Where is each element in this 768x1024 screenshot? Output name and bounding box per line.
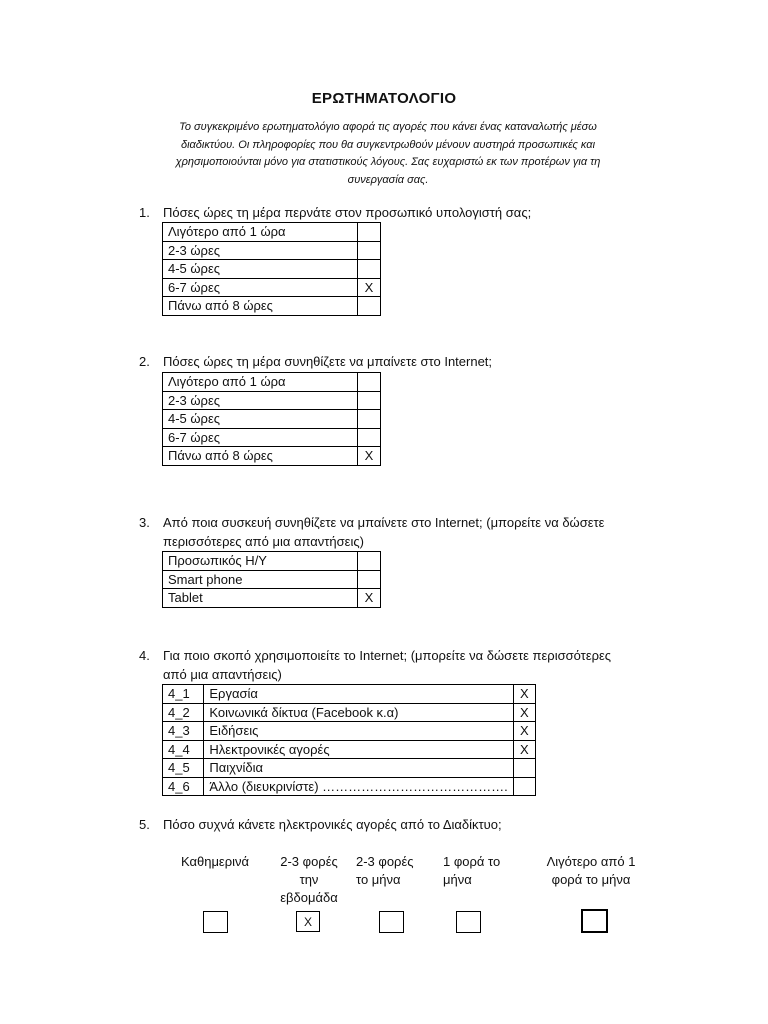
question-5 <box>139 815 619 834</box>
option-checkbox[interactable] <box>358 223 381 242</box>
option-checkbox[interactable]: X <box>358 447 381 466</box>
question-text: Πόσο συχνά κάνετε ηλεκτρονικές αγορές από το Διαδίκτυο; <box>163 817 502 832</box>
label-line: μήνα <box>443 872 472 887</box>
option-checkbox[interactable]: X <box>358 278 381 297</box>
option-label: Εργασία <box>204 685 513 704</box>
option-code: 4_6 <box>163 777 204 796</box>
option-checkbox[interactable]: X <box>513 740 535 759</box>
option-row <box>163 589 381 608</box>
label-line: εβδομάδα <box>280 890 338 905</box>
question-number: 4. <box>139 648 150 663</box>
q2-options-table <box>162 372 381 466</box>
option-label: Ειδήσεις <box>204 722 513 741</box>
option-label: 4-5 ώρες <box>163 260 358 279</box>
option-row <box>163 552 381 571</box>
question-3 <box>139 513 619 551</box>
option-label: 4-5 ώρες <box>163 410 358 429</box>
option-code: 4_5 <box>163 759 204 778</box>
option-row <box>163 278 381 297</box>
question-number: 2. <box>139 354 150 369</box>
page-title: ΕΡΩΤΗΜΑΤΟΛΟΓΙΟ <box>311 90 457 107</box>
option-row <box>163 260 381 279</box>
label-line: 2-3 φορές <box>356 854 414 869</box>
option-row <box>163 740 536 759</box>
option-label: Κοινωνικά δίκτυα (Facebook κ.α) <box>204 703 513 722</box>
option-label: Tablet <box>163 589 358 608</box>
option-label: Παιχνίδια <box>204 759 513 778</box>
option-checkbox[interactable]: X <box>358 589 381 608</box>
label-line: Καθημερινά <box>180 854 250 869</box>
option-label: 6-7 ώρες <box>163 428 358 447</box>
question-number: 3. <box>139 515 150 530</box>
option-checkbox[interactable] <box>358 428 381 447</box>
option-row <box>163 297 381 316</box>
label-line: 2-3 φορές <box>280 854 338 869</box>
option-row <box>163 223 381 242</box>
label-line: φορά το μήνα <box>551 872 631 887</box>
option-label: Ηλεκτρονικές αγορές <box>204 740 513 759</box>
option-row <box>163 703 536 722</box>
option-row <box>163 777 536 796</box>
question-4 <box>139 646 619 684</box>
option-label: 2-3 ώρες <box>163 241 358 260</box>
option-row <box>163 241 381 260</box>
option-label: 6-7 ώρες <box>163 278 358 297</box>
question-text: Από ποια συσκευή συνηθίζετε να μπαίνετε στο Internet; (μπορείτε να δώσετε περισσότερες από μια απαντήσεις) <box>163 515 605 549</box>
label-line: 1 φορά το <box>443 854 501 869</box>
option-checkbox[interactable] <box>358 410 381 429</box>
question-1 <box>139 203 619 222</box>
option-checkbox[interactable] <box>513 759 535 778</box>
option-row <box>163 391 381 410</box>
option-checkbox[interactable] <box>358 391 381 410</box>
choice-checkbox-daily[interactable] <box>203 911 228 933</box>
option-label: Άλλο (διευκρινίστε) ……………………………………. <box>204 777 513 796</box>
q1-options-table <box>162 222 381 316</box>
option-label: Πάνω από 8 ώρες <box>163 297 358 316</box>
option-checkbox[interactable] <box>358 241 381 260</box>
q4-options-table <box>162 684 536 796</box>
option-checkbox[interactable] <box>358 373 381 392</box>
label-line: Λιγότερο από 1 <box>546 854 636 869</box>
option-row <box>163 759 536 778</box>
question-number: 5. <box>139 817 150 832</box>
choice-label-monthly-2-3 <box>356 853 432 889</box>
choice-label-weekly <box>262 853 356 907</box>
choice-checkbox-weekly[interactable]: X <box>296 911 320 932</box>
question-text: Για ποιο σκοπό χρησιμοποιείτε το Internet; (μπορείτε να δώσετε περισσότερες από μια απαντήσεις) <box>163 648 612 682</box>
option-label: Smart phone <box>163 570 358 589</box>
option-code: 4_1 <box>163 685 204 704</box>
option-code: 4_2 <box>163 703 204 722</box>
choice-label-monthly-1 <box>443 853 519 889</box>
choice-checkbox-less-than-monthly[interactable] <box>581 909 608 933</box>
intro-paragraph: Το συγκεκριμένο ερωτηματολόγιο αφορά τις αγορές που κάνει ένας καταναλωτής μέσω διαδικτύου. Οι πληροφορίες που θα συγκεντρωθούν μένουν αυστηρά προσωπικές και χρησιμοποιούνται μόνο για στατιστικούς λόγους. Σας ευχαριστώ εκ των προτέρων για τη συνεργασία σας. <box>175 121 601 186</box>
choice-label-less-than-monthly <box>530 853 652 889</box>
option-checkbox[interactable]: X <box>513 685 535 704</box>
option-row <box>163 447 381 466</box>
option-code: 4_4 <box>163 740 204 759</box>
option-row <box>163 373 381 392</box>
question-2 <box>139 352 619 371</box>
question-text: Πόσες ώρες τη μέρα συνηθίζετε να μπαίνετε στο Internet; <box>163 354 493 369</box>
choice-label-daily <box>160 853 270 871</box>
option-checkbox[interactable] <box>358 570 381 589</box>
option-label: Πάνω από 8 ώρες <box>163 447 358 466</box>
option-checkbox[interactable] <box>358 297 381 316</box>
option-row <box>163 685 536 704</box>
option-checkbox[interactable] <box>358 260 381 279</box>
option-row <box>163 428 381 447</box>
option-label: Λιγότερο από 1 ώρα <box>163 223 358 242</box>
question-text: Πόσες ώρες τη μέρα περνάτε στον προσωπικό υπολογιστή σας; <box>163 205 532 220</box>
option-checkbox[interactable]: X <box>513 703 535 722</box>
option-label: 2-3 ώρες <box>163 391 358 410</box>
option-row <box>163 570 381 589</box>
label-line: την <box>299 872 319 887</box>
question-number: 1. <box>139 205 150 220</box>
option-label: Προσωπικός Η/Υ <box>163 552 358 571</box>
option-checkbox[interactable] <box>358 552 381 571</box>
label-line: το μήνα <box>356 872 401 887</box>
option-code: 4_3 <box>163 722 204 741</box>
choice-checkbox-monthly-2-3[interactable] <box>379 911 404 933</box>
option-checkbox[interactable]: X <box>513 722 535 741</box>
option-checkbox[interactable] <box>513 777 535 796</box>
q3-options-table <box>162 551 381 608</box>
option-label: Λιγότερο από 1 ώρα <box>163 373 358 392</box>
option-row <box>163 410 381 429</box>
option-row <box>163 722 536 741</box>
choice-checkbox-monthly-1[interactable] <box>456 911 481 933</box>
